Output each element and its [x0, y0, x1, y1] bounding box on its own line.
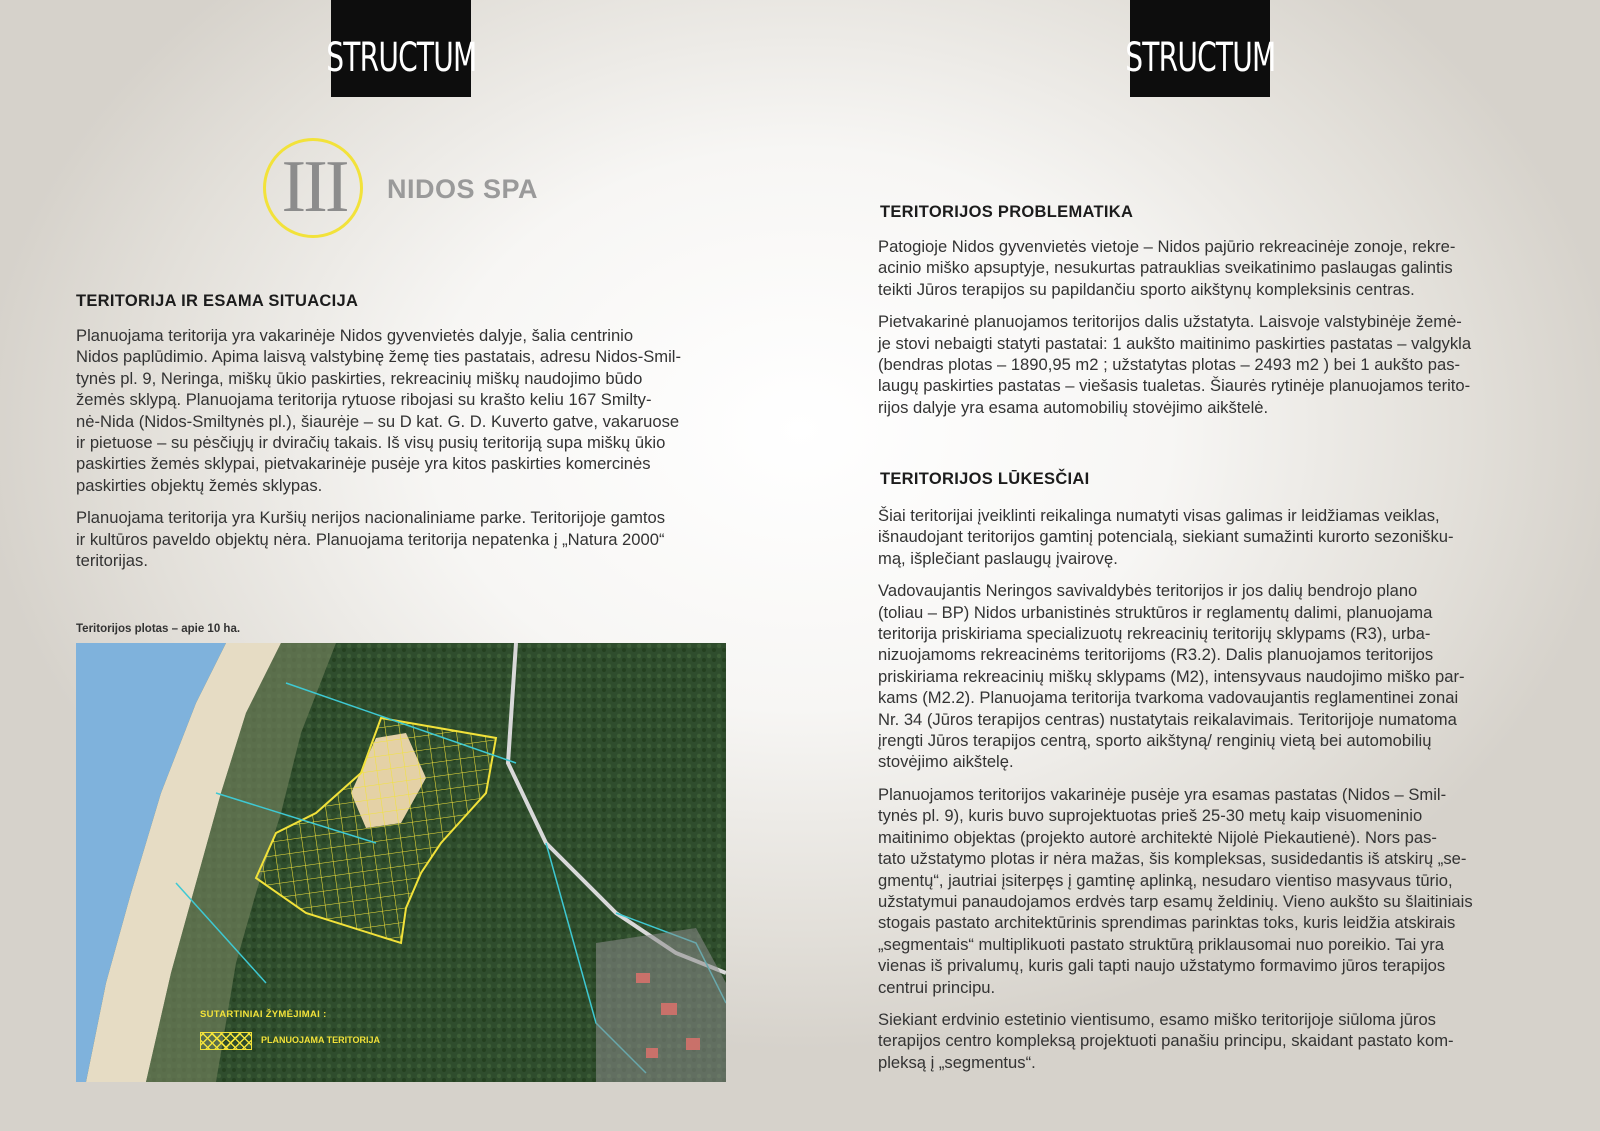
paragraph: Šiai teritorijai įveiklinti reikalinga numatyti visas galimas ir leidžiamas veiklas, išnaudojant teritorijos gamtinį potencialą, siekiant sumažinti kurorto sezonišku- mą, išplečiant paslaugų įvairovę.: [878, 506, 1454, 568]
section-title: NIDOS SPA: [387, 174, 539, 204]
legend-hatch-swatch: [200, 1032, 252, 1050]
aerial-site-map: [76, 643, 726, 1082]
left-body-text: [76, 325, 756, 582]
paragraph: Patogioje Nidos gyvenvietės vietoje – Nidos pajūrio rekreacinėje zonoje, rekre- acinio miško apsuptyje, nesukurtas patrauklias sveikatinimo paslaugas galintis teikti Jūros terapijos su papildančiu sporto aikštynų kompleksinis centras.: [878, 237, 1456, 299]
heading-expectations: TERITORIJOS LŪKESČIAI: [880, 470, 1090, 488]
heading-problems: TERITORIJOS PROBLEMATIKA: [880, 203, 1134, 221]
logo-text: STRUCTUM: [1124, 34, 1276, 81]
map-image: [76, 643, 726, 1082]
map-caption: Teritorijos plotas – apie 10 ha.: [76, 623, 241, 635]
paragraph: Pietvakarinė planuojamos teritorijos dalis užstatyta. Laisvoje valstybinėje žemė- je stovi nebaigti statyti pastatai: 1 aukšto maitinimo paskirties pastatas – valgykla (bendras plotas – 1890,95 m2 ; užstatytas plotas – 2493 m2 ) bei 1 aukšto pas- laugų paskirties pastatas – viešasis tualetas. Šiaurės rytinėje planuojamos terito- rijos dalyje yra esama automobilių stovėjimo aikštelė.: [878, 312, 1472, 417]
paragraph: Siekiant erdvinio estetinio vientisumo, esamo miško teritorijoje siūloma jūros terapijos centro kompleksą projektuoti panašiu principu, skaidant pastato kom- pleksą į „segmentus“.: [878, 1009, 1454, 1072]
map-legend-label: PLANUOJAMA TERITORIJA: [261, 1035, 381, 1045]
paragraph: Planuojamos teritorijos vakarinėje pusėje yra esamas pastatas (Nidos – Smil- tynės pl. 9), kuris buvo suprojektuotas prieš 25-30 metų kaip visuomeninio maitinimo objektas (projekto autorė architektė Nijolė Piekautienė). Nors pas- tato užstatymo plotas ir nėra mažas, šis kompleksas, susidedantis iš atskirų „se- gmentų“, jautriai įsiterpęs į gamtinę aplinką, nesudaro vientiso masyvaus tūrio, užstatymui panaudojamos erdvės tarp esamų želdinių. Vieno aukšto su šlaitiniais stogais pastato architektūrinis sprendimas parinktas toks, kuris leidžia atskirais „segmentais“ multiplikuoti pastato struktūrą priklausomai nuo poreikio. Tai yra vienas iš privalumų, kuris gali tapti naujo užstatymo formavimo jūros terapijos centrui principu.: [878, 784, 1473, 997]
right-body-text-1: [878, 236, 1568, 429]
logo-text: STRUCTUM: [325, 34, 477, 81]
right-body-text-2: [878, 505, 1568, 1084]
paragraph: Planuojama teritorija yra Kuršių nerijos nacionaliniame parke. Teritorijoje gamtos ir kultūros paveldo objektų nėra. Planuojama teritorija nepatenka į „Natura 2000“ teritorijas.: [76, 508, 666, 571]
heading-territory-situation: TERITORIJA IR ESAMA SITUACIJA: [76, 292, 359, 310]
structum-logo-right: [1124, 0, 1276, 97]
paragraph: Planuojama teritorija yra vakarinėje Nidos gyvenvietės dalyje, šalia centrinio Nidos paplūdimio. Apima laisvą valstybinę žemę ties pastatais, adresu Nidos-Smil- tynės pl. 9, Neringa, miškų ūkio paskirties, rekreacinių miškų naudojimo būdo žemės sklypą. Planuojama teritorija rytuose ribojasi su krašto keliu 167 Smilty- nė-Nida (Nidos-Smiltynės pl.), šiaurėje – su D kat. G. D. Kuverto gatve, vakaruose ir pietuose – su pėsčiųjų ir dviračių takais. Iš visų pusių teritoriją supa miškų ūkio paskirties žemės sklypai, pietvakarinėje pusėje yra kitos paskirties komercinės paskirties objektų žemės sklypas.: [76, 326, 682, 495]
paragraph: Vadovaujantis Neringos savivaldybės teritorijos ir jos dalių bendrojo plano (toliau – BP) Nidos urbanistinės struktūros ir reglamentų dalimi, planuojama teritorija priskiriama specializuotų rekreacinių teritorijų sklypams (R3), urba- nizuojamoms rekreacinėms teritorijoms (R3.2). Dalis planuojamos teritorijos priskiriama rekreacinių miškų sklypams (M2), intensyvaus naudojimo miško par- kams (M2.2). Planuojama teritorija tvarkoma vadovaujantis reglamentinei zonai Nr. 34 (Jūros terapijos centras) nustatytais reikalavimais. Teritorijoje numatoma įrengti Jūros terapijos centrą, sporto aikštyną/ renginių vietą bei automobilių stovėjimo aikštelę.: [878, 581, 1465, 772]
structum-logo-left: [325, 0, 477, 97]
map-legend-title: SUTARTINIAI ŽYMĖJIMAI :: [200, 1009, 327, 1020]
section-number: III: [281, 145, 347, 228]
